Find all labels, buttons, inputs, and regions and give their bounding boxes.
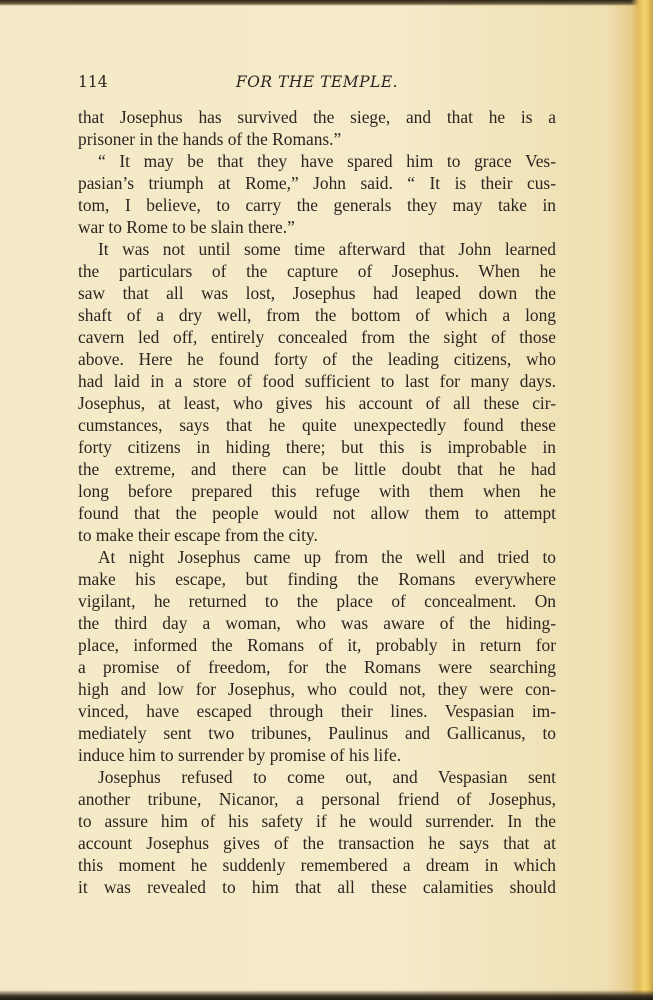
page-number: 114 — [78, 73, 108, 91]
text-line: Josephus refused to come out, and Vespasian sent — [98, 767, 556, 787]
body-text — [78, 106, 556, 898]
text-line: account Josephus gives of the transaction he says that at — [78, 833, 556, 853]
text-line: saw that all was lost, Josephus had leaped down the — [78, 283, 556, 303]
text-line: pasian’s triumph at Rome,” John said. “ It is their cus- — [78, 173, 556, 193]
text-line: the extreme, and there can be little doubt that he had — [78, 459, 556, 479]
text-line: shaft of a dry well, from the bottom of which a long — [78, 305, 556, 325]
text-line: this moment he suddenly remembered a dream in which — [78, 855, 556, 875]
text-line: had laid in a store of food sufficient to last for many days. — [78, 371, 556, 391]
text-line: make his escape, but finding the Romans everywhere — [78, 569, 556, 589]
text-line: forty citizens in hiding there; but this is improbable in — [78, 437, 556, 457]
text-line: above. Here he found forty of the leading citizens, who — [78, 349, 556, 369]
text-line: long before prepared this refuge with them when he — [78, 481, 556, 501]
text-line: At night Josephus came up from the well and tried to — [98, 547, 556, 567]
page-right-edge — [631, 0, 653, 1000]
text-line: a promise of freedom, for the Romans were searching — [78, 657, 556, 677]
text-line: cumstances, says that he quite unexpectedly found these — [78, 415, 556, 435]
text-line: found that the people would not allow them to attempt — [78, 503, 556, 523]
text-line: the particulars of the capture of Josephus. When he — [78, 261, 556, 281]
text-line: prisoner in the hands of the Romans.” — [78, 129, 342, 149]
running-head — [78, 73, 556, 95]
text-line: It was not until some time afterward that John learned — [98, 239, 556, 259]
text-line: to make their escape from the city. — [78, 525, 318, 545]
text-line: to assure him of his safety if he would surrender. In the — [78, 811, 556, 831]
text-line: vigilant, he returned to the place of concealment. On — [78, 591, 556, 611]
page-top-edge — [0, 0, 653, 6]
text-line: tom, I believe, to carry the generals they may take in — [78, 195, 556, 215]
text-line: Josephus, at least, who gives his account of all these cir- — [78, 393, 556, 413]
text-line: another tribune, Nicanor, a personal friend of Josephus, — [78, 789, 556, 809]
text-line: it was revealed to him that all these calamities should — [78, 877, 556, 897]
text-line: place, informed the Romans of it, probably in return for — [78, 635, 556, 655]
text-line: the third day a woman, who was aware of the hiding- — [78, 613, 556, 633]
text-line: that Josephus has survived the siege, and that he is a — [78, 107, 556, 127]
text-line: high and low for Josephus, who could not, they were con- — [78, 679, 556, 699]
text-line: “ It may be that they have spared him to grace Ves- — [98, 151, 556, 171]
text-line: vinced, have escaped through their lines. Vespasian im- — [78, 701, 556, 721]
text-line: mediately sent two tribunes, Paulinus and Gallicanus, to — [78, 723, 556, 743]
running-title: FOR THE TEMPLE. — [235, 73, 399, 91]
text-line: cavern led off, entirely concealed from the sight of those — [78, 327, 556, 347]
text-line: induce him to surrender by promise of his life. — [78, 745, 402, 765]
page-bottom-edge — [0, 990, 653, 1000]
text-line: war to Rome to be slain there.” — [78, 217, 295, 237]
